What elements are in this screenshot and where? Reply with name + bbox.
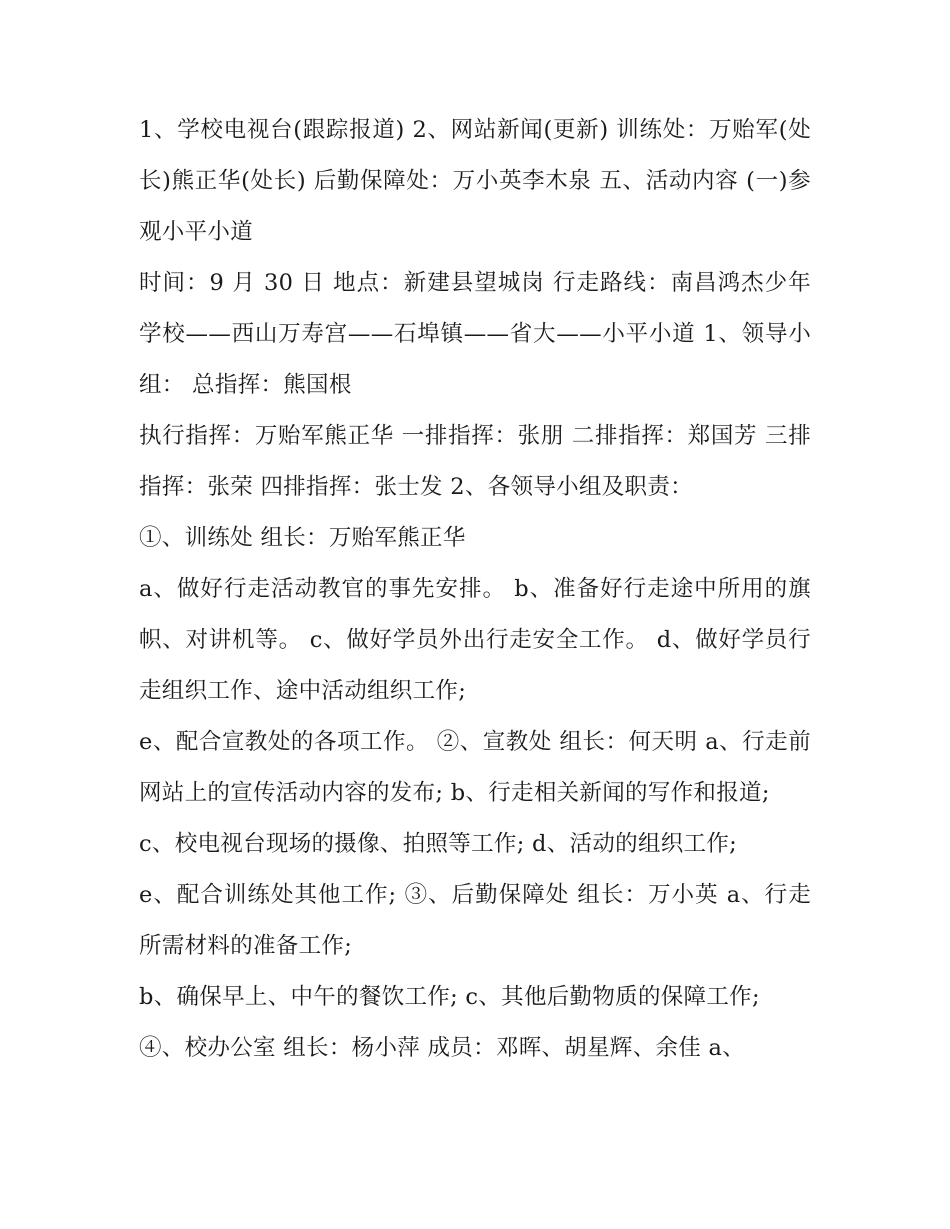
- paragraph-8: e、配合训练处其他工作; ③、后勤保障处 组长：万小英 a、行走所需材料的准备工作;: [139, 882, 811, 959]
- paragraph-5: a、做好行走活动教官的事先安排。 b、准备好行走途中所用的旗帜、对讲机等。 c、做好学员外出行走安全工作。 d、做好学员行走组织工作、途中活动组织工作;: [139, 576, 811, 704]
- paragraph-1: 1、学校电视台(跟踪报道) 2、网站新闻(更新) 训练处：万贻军(处长)熊正华(处长) 后勤保障处：万小英李木泉 五、活动内容 (一)参观小平小道: [139, 117, 811, 245]
- paragraph-9: b、确保早上、中午的餐饮工作; c、其他后勤物质的保障工作;: [139, 984, 760, 1010]
- paragraph-3: 执行指挥：万贻军熊正华 一排指挥：张朋 二排指挥：郑国芳 三排指挥：张荣 四排指挥：张士发 2、各领导小组及职责：: [139, 423, 811, 500]
- paragraph-7: c、校电视台现场的摄像、拍照等工作; d、活动的组织工作;: [139, 831, 738, 857]
- paragraph-10: ④、校办公室 组长：杨小萍 成员：邓晖、胡星辉、余佳 a、: [139, 1035, 746, 1061]
- paragraph-6: e、配合宣教处的各项工作。 ②、宣教处 组长：何天明 a、行走前网站上的宣传活动内容的发布; b、行走相关新闻的写作和报道;: [139, 729, 811, 806]
- paragraph-2: 时间：9 月 30 日 地点：新建县望城岗 行走路线：南昌鸿杰少年学校——西山万寿宫——石埠镇——省大——小平小道 1、领导小组： 总指挥：熊国根: [139, 270, 811, 398]
- document-body: [139, 105, 811, 1074]
- paragraph-4: ①、训练处 组长：万贻军熊正华: [139, 525, 466, 551]
